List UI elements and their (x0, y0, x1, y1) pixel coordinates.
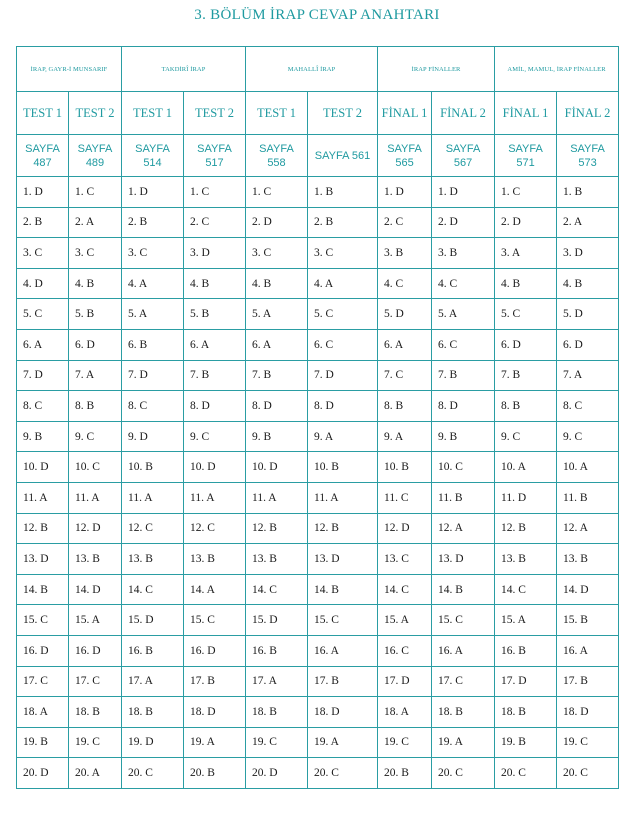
answer-cell: 13. C (378, 544, 432, 575)
answer-cell: 1. C (246, 177, 308, 208)
answer-cell: 12. B (17, 513, 69, 544)
answer-cell: 14. D (69, 574, 122, 605)
answer-cell: 2. B (122, 207, 184, 238)
page-number: 571 (516, 156, 535, 169)
answer-cell: 7. B (184, 360, 246, 391)
answer-cell: 11. A (246, 482, 308, 513)
answer-cell: 8. B (69, 391, 122, 422)
answer-cell: 4. B (495, 268, 557, 299)
answer-cell: 12. C (122, 513, 184, 544)
answer-cell: 1. C (495, 177, 557, 208)
answer-cell: 12. B (495, 513, 557, 544)
answer-cell: 15. C (17, 605, 69, 636)
answer-cell: 1. D (17, 177, 69, 208)
answer-cell: 4. A (122, 268, 184, 299)
answer-cell: 14. C (246, 574, 308, 605)
answer-cell: 16. B (246, 635, 308, 666)
answer-row (17, 482, 619, 513)
answer-cell: 8. B (495, 391, 557, 422)
answer-cell: 7. B (246, 360, 308, 391)
answer-cell: 1. C (69, 177, 122, 208)
answer-cell: 18. B (69, 697, 122, 728)
answer-cell: 18. D (184, 697, 246, 728)
answer-cell: 9. B (246, 421, 308, 452)
answer-row (17, 238, 619, 269)
answer-key-table (16, 46, 619, 789)
answer-row (17, 727, 619, 758)
answer-cell: 3. C (69, 238, 122, 269)
answer-cell: 20. D (17, 758, 69, 789)
answer-row (17, 452, 619, 483)
answer-cell: 2. D (246, 207, 308, 238)
test-header: TEST 2 (184, 92, 246, 135)
answer-cell: 12. D (378, 513, 432, 544)
answer-cell: 4. D (17, 268, 69, 299)
answer-cell: 8. C (122, 391, 184, 422)
answer-cell: 6. D (495, 329, 557, 360)
answer-row (17, 360, 619, 391)
answer-cell: 6. C (432, 329, 495, 360)
page-label: SAYFA 561 (314, 149, 371, 162)
answer-cell: 16. B (495, 635, 557, 666)
page-label: SAYFA (259, 142, 294, 155)
answer-cell: 9. C (557, 421, 619, 452)
answer-cell: 20. C (495, 758, 557, 789)
answer-cell: 10. D (17, 452, 69, 483)
answer-cell: 5. B (184, 299, 246, 330)
answer-cell: 16. C (378, 635, 432, 666)
answer-row (17, 421, 619, 452)
page-number-cell (184, 135, 246, 177)
answer-cell: 8. D (308, 391, 378, 422)
answer-row (17, 758, 619, 789)
answer-cell: 2. D (432, 207, 495, 238)
answer-cell: 13. D (308, 544, 378, 575)
answer-cell: 6. A (184, 329, 246, 360)
answer-cell: 15. B (557, 605, 619, 636)
answer-cell: 11. A (184, 482, 246, 513)
page-label: SAYFA (25, 142, 60, 155)
page-number-cell (17, 135, 69, 177)
answer-cell: 2. B (17, 207, 69, 238)
section-header-row (17, 47, 619, 92)
page-number-cell (122, 135, 184, 177)
answer-row (17, 207, 619, 238)
answer-cell: 9. A (378, 421, 432, 452)
test-header: FİNAL 2 (432, 92, 495, 135)
answer-cell: 18. D (308, 697, 378, 728)
answer-cell: 3. C (308, 238, 378, 269)
page-label: SAYFA (570, 142, 605, 155)
test-header: TEST 1 (246, 92, 308, 135)
answer-cell: 20. B (378, 758, 432, 789)
answer-row (17, 697, 619, 728)
answer-cell: 15. A (378, 605, 432, 636)
answer-cell: 10. D (246, 452, 308, 483)
answer-cell: 16. D (17, 635, 69, 666)
answer-row (17, 605, 619, 636)
answer-cell: 5. C (308, 299, 378, 330)
answer-cell: 3. B (432, 238, 495, 269)
answer-cell: 9. B (432, 421, 495, 452)
answer-cell: 16. A (308, 635, 378, 666)
answer-cell: 2. C (378, 207, 432, 238)
page-number-cell (378, 135, 432, 177)
answer-cell: 17. B (184, 666, 246, 697)
answer-cell: 14. A (184, 574, 246, 605)
answer-cell: 8. D (432, 391, 495, 422)
answer-cell: 12. A (557, 513, 619, 544)
answer-cell: 7. A (557, 360, 619, 391)
answer-cell: 20. D (246, 758, 308, 789)
answer-cell: 13. B (122, 544, 184, 575)
page-label: SAYFA (77, 142, 113, 155)
answer-cell: 6. A (17, 329, 69, 360)
page-label: SAYFA (135, 142, 170, 155)
answer-cell: 9. A (308, 421, 378, 452)
answer-cell: 2. A (557, 207, 619, 238)
answer-row (17, 544, 619, 575)
answer-cell: 11. B (557, 482, 619, 513)
answer-cell: 17. B (308, 666, 378, 697)
answer-cell: 7. D (308, 360, 378, 391)
answer-cell: 3. A (495, 238, 557, 269)
answer-cell: 11. A (17, 482, 69, 513)
answer-cell: 5. A (432, 299, 495, 330)
answer-cell: 19. D (122, 727, 184, 758)
answer-cell: 16. D (184, 635, 246, 666)
test-header: FİNAL 1 (378, 92, 432, 135)
page-number: 565 (395, 156, 414, 169)
test-header: FİNAL 1 (495, 92, 557, 135)
answer-cell: 10. A (495, 452, 557, 483)
section-header: İRAP, GAYR-İ MUNSARIF (17, 47, 122, 92)
answer-cell: 19. C (557, 727, 619, 758)
answer-cell: 10. B (308, 452, 378, 483)
page-label: SAYFA (197, 142, 232, 155)
page-label: SAYFA (508, 142, 543, 155)
answer-cell: 11. B (432, 482, 495, 513)
answer-row (17, 513, 619, 544)
answer-cell: 17. A (246, 666, 308, 697)
answer-cell: 12. D (69, 513, 122, 544)
answer-cell: 7. B (495, 360, 557, 391)
page-number: 517 (205, 156, 224, 169)
answer-cell: 8. D (184, 391, 246, 422)
answer-cell: 15. C (432, 605, 495, 636)
answer-cell: 6. C (308, 329, 378, 360)
answer-cell: 2. C (184, 207, 246, 238)
answer-cell: 20. A (69, 758, 122, 789)
test-header: TEST 1 (17, 92, 69, 135)
answer-cell: 15. A (69, 605, 122, 636)
answer-cell: 20. C (308, 758, 378, 789)
answer-cell: 3. D (184, 238, 246, 269)
answer-cell: 16. B (122, 635, 184, 666)
section-header: AMİL, MAMUL, İRAP FİNALLER (495, 47, 619, 92)
page-number: 573 (578, 156, 597, 169)
answer-cell: 11. A (308, 482, 378, 513)
section-header: İRAP FİNALLER (378, 47, 495, 92)
page-label: SAYFA (445, 142, 481, 155)
page-number-cell (246, 135, 308, 177)
answer-cell: 15. C (308, 605, 378, 636)
page-number-cell (69, 135, 122, 177)
answer-cell: 12. B (308, 513, 378, 544)
section-header: TAKDİRÎ İRAP (122, 47, 246, 92)
answer-cell: 17. B (557, 666, 619, 697)
page-title: 3. BÖLÜM İRAP CEVAP ANAHTARI (194, 7, 440, 23)
answer-cell: 12. C (184, 513, 246, 544)
answer-cell: 4. B (184, 268, 246, 299)
answer-cell: 8. D (246, 391, 308, 422)
page-number: 558 (267, 156, 286, 169)
answer-cell: 5. D (557, 299, 619, 330)
answer-cell: 18. A (17, 697, 69, 728)
answer-cell: 9. C (495, 421, 557, 452)
answer-cell: 3. D (557, 238, 619, 269)
answer-cell: 14. B (17, 574, 69, 605)
page-number: 567 (453, 156, 473, 169)
answer-cell: 3. C (122, 238, 184, 269)
answer-row (17, 177, 619, 208)
answer-cell: 18. B (122, 697, 184, 728)
answer-cell: 3. C (246, 238, 308, 269)
answer-cell: 10. B (122, 452, 184, 483)
answer-cell: 13. B (495, 544, 557, 575)
answer-key-body (17, 47, 619, 789)
answer-cell: 7. A (69, 360, 122, 391)
page-number-cell (308, 135, 378, 177)
page-number: 487 (33, 156, 52, 169)
answer-cell: 18. B (246, 697, 308, 728)
answer-cell: 15. D (122, 605, 184, 636)
answer-cell: 2. B (308, 207, 378, 238)
test-header: FİNAL 2 (557, 92, 619, 135)
answer-cell: 4. A (308, 268, 378, 299)
answer-cell: 10. B (378, 452, 432, 483)
answer-cell: 16. D (69, 635, 122, 666)
page-number-row (17, 135, 619, 177)
answer-cell: 11. A (122, 482, 184, 513)
answer-cell: 2. A (69, 207, 122, 238)
answer-cell: 4. B (557, 268, 619, 299)
answer-cell: 17. C (17, 666, 69, 697)
answer-cell: 1. B (308, 177, 378, 208)
answer-cell: 11. C (378, 482, 432, 513)
answer-cell: 14. B (308, 574, 378, 605)
answer-cell: 19. B (17, 727, 69, 758)
answer-cell: 19. B (495, 727, 557, 758)
answer-cell: 10. C (69, 452, 122, 483)
answer-cell: 19. C (69, 727, 122, 758)
answer-cell: 9. B (17, 421, 69, 452)
answer-cell: 8. C (17, 391, 69, 422)
answer-cell: 13. B (69, 544, 122, 575)
answer-cell: 10. A (557, 452, 619, 483)
answer-cell: 13. B (246, 544, 308, 575)
answer-cell: 1. C (184, 177, 246, 208)
answer-cell: 20. C (432, 758, 495, 789)
answer-cell: 13. B (184, 544, 246, 575)
answer-cell: 18. B (432, 697, 495, 728)
answer-cell: 15. D (246, 605, 308, 636)
answer-cell: 1. D (378, 177, 432, 208)
answer-cell: 5. C (17, 299, 69, 330)
answer-cell: 5. D (378, 299, 432, 330)
answer-cell: 18. A (378, 697, 432, 728)
answer-cell: 4. C (378, 268, 432, 299)
answer-cell: 3. B (378, 238, 432, 269)
answer-cell: 11. D (495, 482, 557, 513)
answer-cell: 17. C (69, 666, 122, 697)
answer-row (17, 329, 619, 360)
answer-cell: 1. B (557, 177, 619, 208)
answer-cell: 19. A (308, 727, 378, 758)
answer-cell: 17. D (378, 666, 432, 697)
answer-cell: 11. A (69, 482, 122, 513)
answer-cell: 18. D (557, 697, 619, 728)
section-header: MAHALLÎ İRAP (246, 47, 378, 92)
answer-cell: 12. A (432, 513, 495, 544)
answer-cell: 5. B (69, 299, 122, 330)
answer-row (17, 391, 619, 422)
answer-cell: 15. A (495, 605, 557, 636)
answer-cell: 10. C (432, 452, 495, 483)
answer-cell: 14. C (495, 574, 557, 605)
answer-cell: 16. A (557, 635, 619, 666)
answer-cell: 9. C (184, 421, 246, 452)
answer-cell: 7. C (378, 360, 432, 391)
page-number-cell (495, 135, 557, 177)
test-header-row (17, 92, 619, 135)
test-header: TEST 2 (69, 92, 122, 135)
page-number: 489 (85, 156, 105, 169)
answer-cell: 16. A (432, 635, 495, 666)
answer-cell: 5. C (495, 299, 557, 330)
answer-cell: 14. C (378, 574, 432, 605)
answer-cell: 19. A (184, 727, 246, 758)
answer-row (17, 268, 619, 299)
answer-row (17, 574, 619, 605)
answer-cell: 18. B (495, 697, 557, 728)
test-header: TEST 1 (122, 92, 184, 135)
answer-cell: 1. D (432, 177, 495, 208)
answer-cell: 19. C (246, 727, 308, 758)
page-number-cell (557, 135, 619, 177)
answer-cell: 9. D (122, 421, 184, 452)
answer-cell: 19. A (432, 727, 495, 758)
answer-cell: 14. C (122, 574, 184, 605)
answer-row (17, 666, 619, 697)
answer-cell: 7. D (122, 360, 184, 391)
answer-cell: 19. C (378, 727, 432, 758)
answer-cell: 13. D (17, 544, 69, 575)
answer-cell: 13. D (432, 544, 495, 575)
answer-cell: 6. B (122, 329, 184, 360)
answer-cell: 3. C (17, 238, 69, 269)
answer-row (17, 635, 619, 666)
answer-cell: 4. B (246, 268, 308, 299)
answer-cell: 17. C (432, 666, 495, 697)
answer-cell: 1. D (122, 177, 184, 208)
answer-cell: 8. B (378, 391, 432, 422)
answer-cell: 9. C (69, 421, 122, 452)
answer-cell: 15. C (184, 605, 246, 636)
answer-cell: 5. A (246, 299, 308, 330)
answer-cell: 17. D (495, 666, 557, 697)
answer-cell: 12. B (246, 513, 308, 544)
answer-cell: 4. C (432, 268, 495, 299)
answer-cell: 5. A (122, 299, 184, 330)
answer-cell: 6. A (378, 329, 432, 360)
answer-cell: 13. B (557, 544, 619, 575)
answer-cell: 20. C (122, 758, 184, 789)
answer-cell: 2. D (495, 207, 557, 238)
page-number-cell (432, 135, 495, 177)
answer-cell: 10. D (184, 452, 246, 483)
answer-cell: 17. A (122, 666, 184, 697)
answer-cell: 20. B (184, 758, 246, 789)
answer-cell: 7. D (17, 360, 69, 391)
answer-cell: 7. B (432, 360, 495, 391)
page-number: 514 (143, 156, 162, 169)
test-header: TEST 2 (308, 92, 378, 135)
answer-cell: 4. B (69, 268, 122, 299)
answer-cell: 6. D (557, 329, 619, 360)
answer-cell: 14. B (432, 574, 495, 605)
answer-cell: 8. C (557, 391, 619, 422)
answer-cell: 20. C (557, 758, 619, 789)
page-label: SAYFA (387, 142, 422, 155)
answer-cell: 6. D (69, 329, 122, 360)
answer-cell: 14. D (557, 574, 619, 605)
answer-row (17, 299, 619, 330)
answer-cell: 6. A (246, 329, 308, 360)
